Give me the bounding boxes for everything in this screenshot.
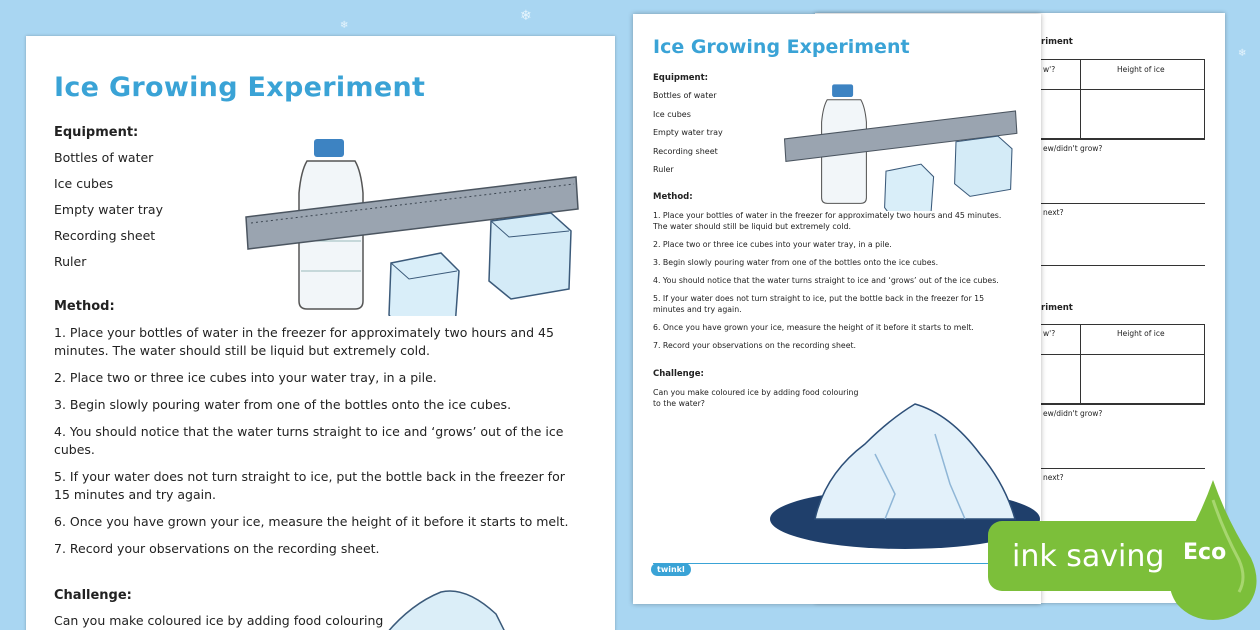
method-step: 4. You should notice that the water turns straight to ice and ‘grows’ out of the ice cubes.: [54, 424, 564, 457]
list-item: Empty water tray: [653, 128, 723, 137]
method-step: 7. Record your observations on the recording sheet.: [54, 541, 380, 556]
challenge-text: Can you make coloured ice by adding food colouring to the water?: [653, 388, 859, 408]
challenge-heading: Challenge:: [54, 588, 132, 603]
list-item: Ruler: [54, 254, 87, 269]
table-header: Height of ice: [1117, 329, 1165, 338]
question-label: next?: [1043, 473, 1064, 482]
list-item: Ice cubes: [54, 176, 114, 191]
method-step: 2. Place two or three ice cubes into your water tray, in a pile.: [54, 370, 437, 385]
list-item: Ruler: [653, 165, 674, 174]
iceberg-icon: [386, 584, 506, 630]
worksheet-page-large: [26, 36, 615, 630]
equipment-heading: Equipment:: [54, 125, 139, 140]
table-header: w'?: [1043, 65, 1056, 74]
footer-divider: [653, 563, 1023, 564]
eco-label: Eco: [1183, 540, 1227, 565]
badge-label: ink saving: [1012, 538, 1165, 574]
method-step: 3. Begin slowly pouring water from one of the bottles onto the ice cubes.: [653, 258, 939, 267]
list-item: Recording sheet: [54, 228, 156, 243]
bottle-ruler-ice-illustration: [781, 76, 1026, 211]
sheet-heading: riment: [1041, 303, 1073, 313]
method-section: [54, 299, 587, 558]
snowflake-icon: ❄: [1238, 48, 1247, 59]
table-header: Height of ice: [1117, 65, 1165, 74]
list-item: Empty water tray: [54, 202, 163, 217]
method-step: 1. Place your bottles of water in the freezer for approximately two hours and 45 minutes. The water should still be liquid but extremely cold.: [653, 211, 1002, 231]
twinkl-logo: twinkl: [651, 563, 691, 576]
method-heading: Method:: [54, 299, 115, 314]
challenge-heading: Challenge:: [653, 369, 704, 379]
question-label: ew/didn't grow?: [1043, 409, 1103, 418]
sheet-heading: riment: [1041, 37, 1073, 47]
ice-cube-icon: [489, 213, 571, 299]
method-step: 5. If your water does not turn straight to ice, put the bottle back in the freezer for 15 minutes and try again.: [653, 294, 985, 314]
method-step: 7. Record your observations on the recording sheet.: [653, 341, 857, 350]
method-step: 2. Place two or three ice cubes into your water tray, in a pile.: [653, 240, 892, 249]
page-title: Ice Growing Experiment: [54, 72, 426, 103]
method-step: 6. Once you have grown your ice, measure the height of it before it starts to melt.: [54, 514, 569, 529]
method-step: 4. You should notice that the water turns straight to ice and ‘grows’ out of the ice cubes.: [653, 276, 999, 285]
list-item: Bottles of water: [653, 91, 717, 100]
method-step: 3. Begin slowly pouring water from one of the bottles onto the ice cubes.: [54, 397, 512, 412]
method-step: 1. Place your bottles of water in the freezer for approximately two hours and 45 minutes. The water should still be liquid but extremely cold.: [54, 325, 554, 358]
snowflake-icon: ❄: [340, 20, 349, 31]
method-step: 6. Once you have grown your ice, measure the height of it before it starts to melt.: [653, 323, 974, 332]
equipment-heading: Equipment:: [653, 73, 709, 83]
challenge-text: Can you make coloured ice by adding food colouring: [54, 613, 384, 628]
ice-cube-icon: [389, 253, 459, 316]
worksheet-page-small: [633, 14, 1041, 604]
challenge-section: [54, 588, 587, 628]
list-item: Bottles of water: [54, 150, 154, 165]
bottle-ruler-ice-illustration: [241, 131, 591, 316]
page-title: Ice Growing Experiment: [653, 36, 910, 58]
question-label: ew/didn't grow?: [1043, 144, 1103, 153]
question-label: next?: [1043, 208, 1064, 217]
snowflake-icon: ❄: [520, 8, 532, 24]
method-section: [653, 192, 1021, 351]
table-header: w'?: [1043, 329, 1056, 338]
method-step: 5. If your water does not turn straight to ice, put the bottle back in the freezer for 15 minutes and try again.: [54, 469, 565, 502]
method-heading: Method:: [653, 192, 693, 202]
list-item: Ice cubes: [653, 109, 691, 119]
list-item: Recording sheet: [653, 146, 718, 156]
